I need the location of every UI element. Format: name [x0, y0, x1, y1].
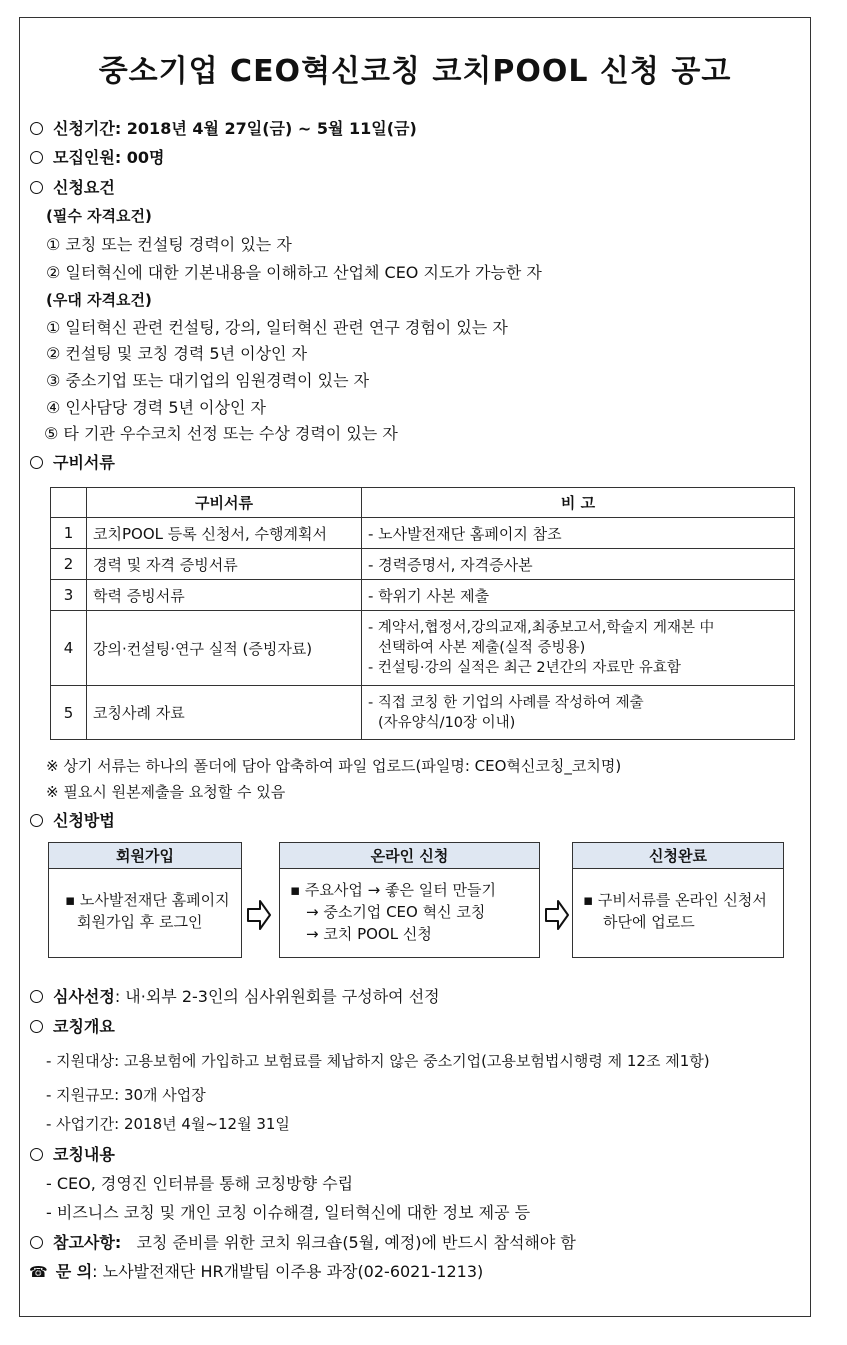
preferred-item: ② 컨설팅 및 코칭 경력 5년 이상인 자: [46, 344, 308, 363]
overview-item: - 지원규모: 30개 사업장: [46, 1086, 206, 1104]
circle-bullet-icon: [30, 1236, 43, 1249]
step-title: 회원가입: [48, 842, 242, 869]
table-row: 2 경력 및 자격 증빙서류 - 경력증명서, 자격증사본: [51, 549, 795, 580]
circle-bullet-icon: [30, 990, 43, 1003]
page-title: 중소기업 CEO혁신코칭 코치POOL 신청 공고: [98, 54, 732, 89]
circle-bullet-icon: [30, 181, 43, 194]
recruit-text: 모집인원: 00명: [53, 148, 165, 167]
table-row: 4 강의·컨설팅·연구 실적 (증빙자료) - 계약서,협정서,강의교재,최종보고서,학술지 게재본 中 선택하여 사본 제출(실적 증빙용) - 컨설팅·강의 실적은 최근 2년간의 자료만 유효함: [51, 611, 795, 686]
circle-bullet-icon: [30, 122, 43, 135]
documents-table: [50, 487, 795, 740]
recruit-line: [30, 148, 165, 168]
contact-line: ☎ 문 의: 노사발전재단 HR개발팀 이주용 과장(02-6021-1213): [29, 1262, 484, 1281]
header-doc: 구비서류: [87, 488, 362, 518]
preferred-item: ③ 중소기업 또는 대기업의 임원경력이 있는 자: [46, 371, 370, 390]
arrow-right-icon: [246, 897, 272, 933]
required-title: (필수 자격요건): [46, 207, 152, 225]
header-no: [51, 488, 87, 518]
reference-line: 참고사항: 코칭 준비를 위한 코치 워크숍(5월, 예정)에 반드시 참석해야 함: [30, 1233, 576, 1253]
period-text: 신청기간: 2018년 4월 27일(금) ~ 5월 11일(금): [53, 119, 417, 138]
preferred-item: ⑤ 타 기관 우수코치 선정 또는 수상 경력이 있는 자: [44, 424, 398, 443]
preferred-item: ① 일터혁신 관련 컨설팅, 강의, 일터혁신 관련 연구 경험이 있는 자: [46, 318, 508, 337]
step-title: 온라인 신청: [279, 842, 540, 869]
documents-heading: 구비서류: [30, 453, 115, 473]
preferred-item: ④ 인사담당 경력 5년 이상인 자: [46, 398, 266, 417]
step-box: ▪ 주요사업 → 좋은 일터 만들기 → 중소기업 CEO 혁신 코칭 → 코치 POOL 신청: [279, 869, 540, 958]
review-line: 심사선정: 내·외부 2-3인의 심사위원회를 구성하여 선정: [30, 987, 440, 1007]
content-heading: 코칭내용: [30, 1145, 115, 1165]
method-heading: 신청방법: [30, 811, 115, 831]
content-item: - 비즈니스 코칭 및 개인 코칭 이슈해결, 일터혁신에 대한 정보 제공 등: [46, 1203, 531, 1222]
phone-icon: ☎: [29, 1263, 48, 1281]
overview-item: - 지원대상: 고용보험에 가입하고 보험료를 체납하지 않은 중소기업(고용보험법시행령 제 12조 제1항): [46, 1052, 710, 1070]
arrow-right-icon: [544, 897, 570, 933]
table-header-row: [51, 488, 795, 518]
circle-bullet-icon: [30, 1020, 43, 1033]
preferred-title: (우대 자격요건): [46, 291, 152, 309]
table-row: 3 학력 증빙서류 - 학위기 사본 제출: [51, 580, 795, 611]
table-row: 5 코칭사례 자료 - 직접 코칭 한 기업의 사례를 작성하여 제출 (자유양식/10장 이내): [51, 686, 795, 740]
circle-bullet-icon: [30, 814, 43, 827]
table-row: 1 코치POOL 등록 신청서, 수행계획서 - 노사발전재단 홈페이지 참조: [51, 518, 795, 549]
circle-bullet-icon: [30, 151, 43, 164]
circle-bullet-icon: [30, 1148, 43, 1161]
overview-heading: 코칭개요: [30, 1017, 115, 1037]
required-item: ① 코칭 또는 컨설팅 경력이 있는 자: [46, 235, 292, 254]
requirements-heading: 신청요건: [30, 178, 115, 198]
header-note: 비 고: [362, 488, 795, 518]
step-title: 신청완료: [572, 842, 784, 869]
document-note: ※ 필요시 원본제출을 요청할 수 있음: [46, 783, 286, 801]
required-item: ② 일터혁신에 대한 기본내용을 이해하고 산업체 CEO 지도가 가능한 자: [46, 263, 542, 282]
content-item: - CEO, 경영진 인터뷰를 통해 코칭방향 수립: [46, 1174, 354, 1193]
step-box: ▪ 노사발전재단 홈페이지 회원가입 후 로그인: [48, 869, 242, 958]
document-note: ※ 상기 서류는 하나의 폴더에 담아 압축하여 파일 업로드(파일명: CEO혁신코칭_코치명): [46, 757, 622, 775]
step-box: ▪ 구비서류를 온라인 신청서 하단에 업로드: [572, 869, 784, 958]
circle-bullet-icon: [30, 456, 43, 469]
overview-item: - 사업기간: 2018년 4월~12월 31일: [46, 1115, 290, 1133]
period-line: [30, 119, 417, 139]
